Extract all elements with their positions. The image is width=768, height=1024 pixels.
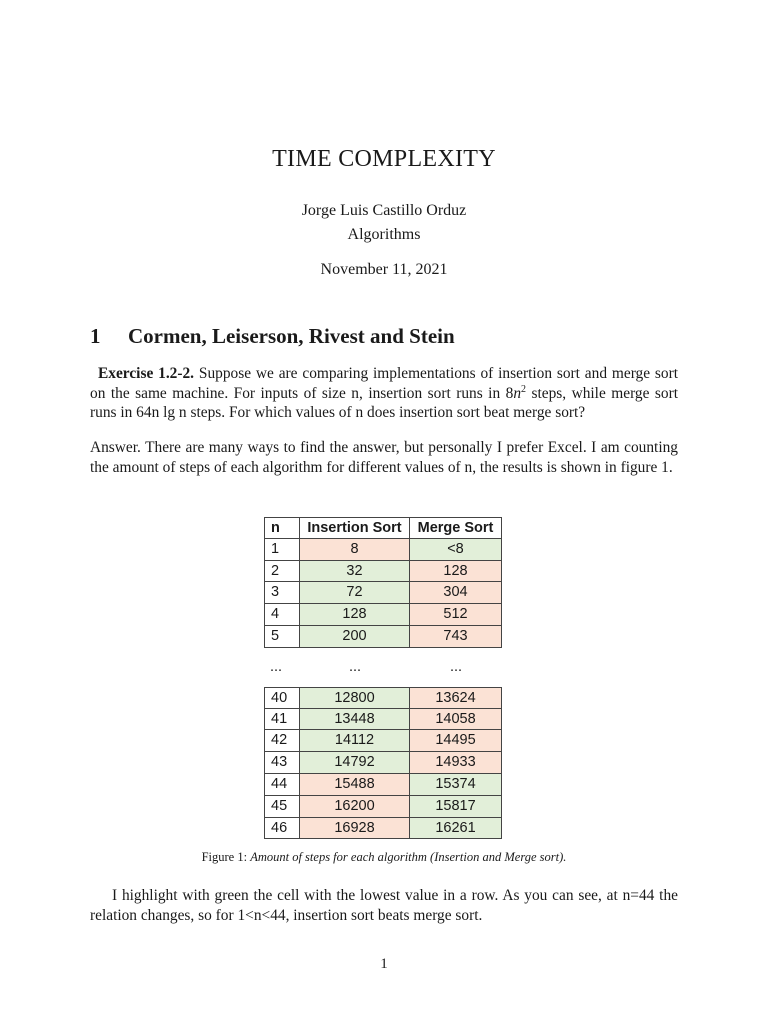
paper-date: November 11, 2021	[320, 261, 448, 278]
table-rows-bottom	[264, 687, 502, 840]
table-row	[264, 626, 502, 648]
cell-insertion-sort: 32	[300, 561, 410, 583]
table-header-row	[264, 517, 502, 539]
cell-n: 43	[264, 752, 300, 774]
table-row	[264, 730, 502, 752]
cell-insertion-sort: 15488	[300, 774, 410, 796]
cell-insertion-sort: 8	[300, 539, 410, 561]
cell-merge-sort: 14058	[410, 709, 502, 731]
cell-merge-sort: 14933	[410, 752, 502, 774]
table-row	[264, 796, 502, 818]
table-row	[264, 604, 502, 626]
page-number: 1	[380, 956, 388, 972]
paper-title: TIME COMPLEXITY	[272, 146, 496, 172]
cell-n: 41	[264, 709, 300, 731]
cell-insertion-sort: 128	[300, 604, 410, 626]
cell-merge-sort: <8	[410, 539, 502, 561]
exercise-paragraph	[90, 364, 678, 423]
cell-n: 5	[264, 626, 300, 648]
cell-n: 1	[264, 539, 300, 561]
cell-merge-sort: 14495	[410, 730, 502, 752]
cell-insertion-sort: 14112	[300, 730, 410, 752]
cell-n: 40	[264, 687, 300, 709]
math-exponent: 2	[521, 383, 527, 395]
author-name: Jorge Luis Castillo Orduz	[301, 202, 467, 219]
ellipsis-insertion: ...	[348, 659, 362, 676]
table-row	[264, 752, 502, 774]
cell-merge-sort: 743	[410, 626, 502, 648]
cell-insertion-sort: 14792	[300, 752, 410, 774]
cell-insertion-sort: 16928	[300, 818, 410, 840]
table-row	[264, 582, 502, 604]
figure-caption	[0, 850, 768, 865]
cell-n: 44	[264, 774, 300, 796]
cell-n: 46	[264, 818, 300, 840]
table-row	[264, 818, 502, 840]
cell-insertion-sort: 200	[300, 626, 410, 648]
cell-n: 3	[264, 582, 300, 604]
cell-merge-sort: 15374	[410, 774, 502, 796]
exercise-text-b: steps, while merge sort runs in 64n lg n steps. For which values of n does insertion sort beat merge sort?	[90, 384, 678, 421]
table-row	[264, 687, 502, 709]
section-number: 1	[90, 324, 101, 348]
cell-merge-sort: 304	[410, 582, 502, 604]
cell-insertion-sort: 72	[300, 582, 410, 604]
section-heading	[90, 324, 455, 349]
table-row	[264, 709, 502, 731]
ellipsis-n: ...	[270, 659, 283, 676]
cell-n: 45	[264, 796, 300, 818]
section-title: Cormen, Leiserson, Rivest and Stein	[128, 324, 455, 348]
cell-merge-sort: 13624	[410, 687, 502, 709]
cell-insertion-sort: 16200	[300, 796, 410, 818]
ellipsis-merge: ...	[449, 659, 463, 676]
answer-paragraph: Answer. There are many ways to find the answer, but personally I prefer Excel. I am counting the amount of steps of each algorithm for different values of n, the results is shown in figure 1.	[90, 439, 678, 476]
header-merge-sort: Merge Sort	[410, 517, 502, 539]
header-insertion-sort: Insertion Sort	[300, 517, 410, 539]
cell-merge-sort: 128	[410, 561, 502, 583]
cell-insertion-sort: 13448	[300, 709, 410, 731]
course-name: Algorithms	[347, 226, 421, 243]
table-row	[264, 774, 502, 796]
table-row	[264, 561, 502, 583]
cell-merge-sort: 16261	[410, 818, 502, 840]
cell-n: 2	[264, 561, 300, 583]
cell-n: 4	[264, 604, 300, 626]
table-row	[264, 539, 502, 561]
table-rows-top	[264, 539, 502, 648]
caption-text: Amount of steps for each algorithm (Insertion and Merge sort).	[250, 850, 567, 864]
math-n: n	[513, 384, 522, 402]
cell-n: 42	[264, 730, 300, 752]
header-n: n	[264, 517, 300, 539]
caption-label: Figure 1:	[201, 850, 248, 864]
exercise-label: Exercise 1.2-2.	[98, 365, 195, 382]
table-ellipsis-row	[264, 648, 502, 687]
steps-table	[264, 517, 502, 839]
cell-insertion-sort: 12800	[300, 687, 410, 709]
conclusion-paragraph: I highlight with green the cell with the lowest value in a row. As you can see, at n=44 the relation changes, so for 1<n<44, insertion sort beats merge sort.	[90, 887, 678, 924]
cell-merge-sort: 512	[410, 604, 502, 626]
exercise-text-a: Suppose we are comparing implementations of insertion sort and merge sort on the same machine. For inputs of size n, insertion sort runs in 8	[90, 365, 679, 402]
cell-merge-sort: 15817	[410, 796, 502, 818]
